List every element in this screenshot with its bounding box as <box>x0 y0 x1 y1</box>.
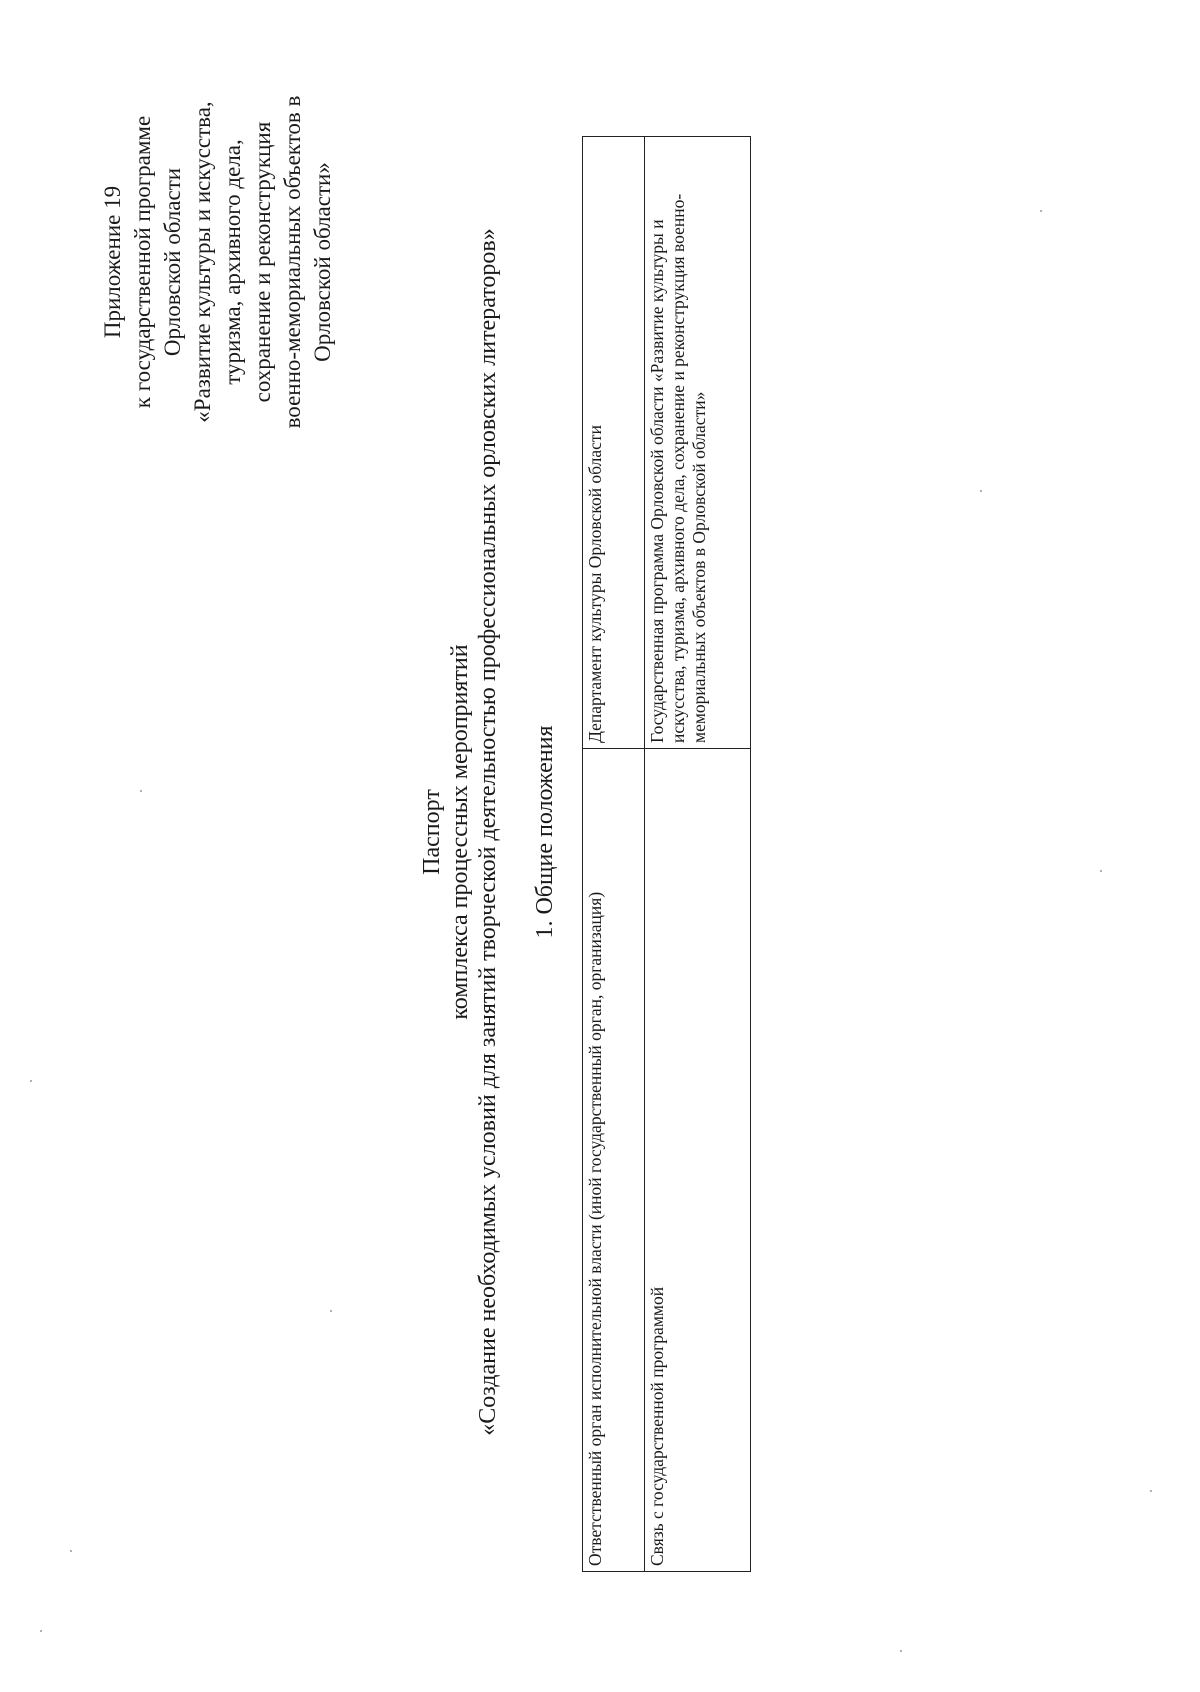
table-cell-value: Государственная программа Орловской области «Развитие культуры и искусства, туризма, архивного дела, сохранение и реконструкция военно-мемориальных объектов в Орловской области» <box>645 137 751 749</box>
table-cell-value: Департамент культуры Орловской области <box>583 137 645 749</box>
title-line: «Создание необходимых условий для занятий творческой деятельностью профессиональных орловских литераторов» <box>475 228 501 1436</box>
scan-speck <box>140 790 142 792</box>
scan-speck <box>1040 210 1042 212</box>
table-cell-label: Ответственный орган исполнительной власти (иной государственный орган, организация) <box>583 749 645 1572</box>
appendix-line: сохранение и реконструкция <box>250 121 275 403</box>
general-provisions-table <box>582 136 751 1572</box>
passport-title <box>418 52 502 1612</box>
scan-speck <box>330 1310 332 1312</box>
scan-speck <box>900 1650 902 1652</box>
appendix-line: туризма, архивного дела, <box>220 139 245 385</box>
appendix-note <box>98 52 338 472</box>
scan-speck <box>1150 1490 1152 1492</box>
scan-speck <box>980 490 982 492</box>
appendix-line: к государственной программе <box>130 115 155 409</box>
appendix-line: Орловской области <box>160 167 185 357</box>
scan-speck <box>30 1080 32 1082</box>
title-line: Паспорт <box>419 789 445 875</box>
table-row <box>645 137 751 1572</box>
scan-speck <box>70 1550 72 1552</box>
table-cell-label: Связь с государственной программой <box>645 749 751 1572</box>
section-heading: 1. Общие положения <box>532 725 558 939</box>
scan-speck <box>40 1630 42 1632</box>
title-line: комплекса процессных мероприятий <box>447 644 473 1020</box>
table-row <box>583 137 645 1572</box>
appendix-line: военно-мемориальных объектов в <box>280 95 305 429</box>
appendix-line: Приложение 19 <box>100 185 125 339</box>
appendix-line: Орловской области» <box>310 162 335 362</box>
scan-speck <box>1100 870 1102 872</box>
appendix-line: «Развитие культуры и искусства, <box>190 101 215 423</box>
